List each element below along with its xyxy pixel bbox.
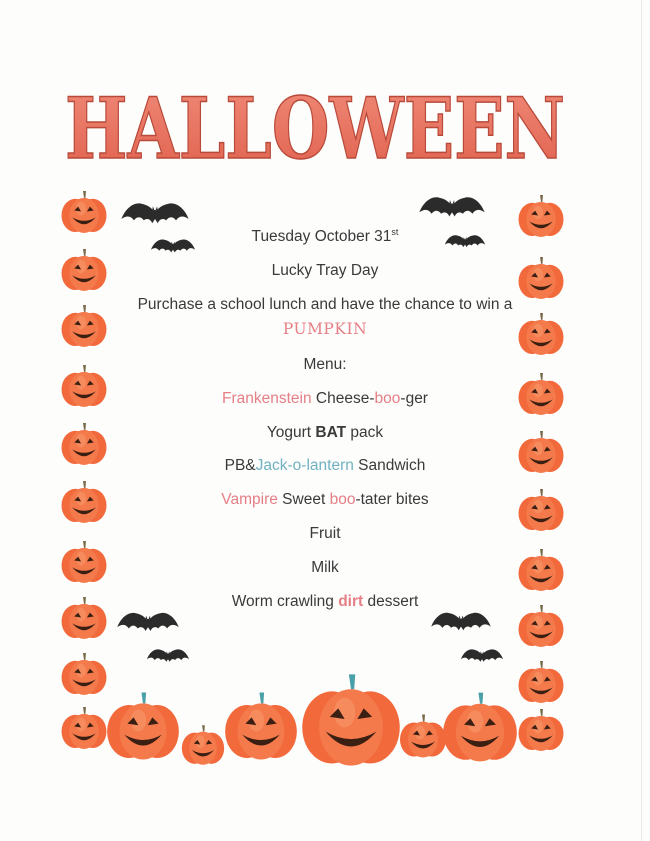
bat-icon xyxy=(146,646,190,668)
date-suffix: st xyxy=(391,226,399,237)
prize-text: PUMPKIN xyxy=(282,320,368,338)
bat-icon xyxy=(150,236,196,259)
jack-o-lantern-icon xyxy=(180,724,226,766)
title-text: HALLOWEEN xyxy=(65,79,565,178)
bat-icon xyxy=(116,608,180,640)
item-part: Jack-o-lantern xyxy=(255,457,354,474)
subtitle: Lucky Tray Day xyxy=(271,262,379,279)
date-text: Tuesday October 31 xyxy=(251,228,392,245)
jack-o-lantern-icon xyxy=(516,194,566,238)
menu-item xyxy=(95,390,555,408)
jack-o-lantern-icon xyxy=(222,690,300,762)
jack-o-lantern-icon xyxy=(58,422,110,466)
jack-o-lantern-icon xyxy=(440,690,520,764)
jack-o-lantern-icon xyxy=(58,248,110,292)
jack-o-lantern-icon xyxy=(516,256,566,300)
item-part: Fruit xyxy=(309,525,341,542)
item-part: BAT xyxy=(315,424,347,441)
jack-o-lantern-icon xyxy=(516,548,566,592)
menu-item xyxy=(95,525,555,543)
menu-item xyxy=(95,559,555,577)
jack-o-lantern-icon xyxy=(516,372,566,416)
jack-o-lantern-icon xyxy=(58,596,110,640)
jack-o-lantern-icon xyxy=(516,430,566,474)
bat-icon xyxy=(460,646,504,668)
jack-o-lantern-icon xyxy=(516,488,566,532)
menu-item xyxy=(95,491,555,509)
item-part: -tater bites xyxy=(355,491,429,508)
jack-o-lantern-icon xyxy=(58,480,110,524)
item-part: boo xyxy=(374,390,401,407)
jack-o-lantern-icon xyxy=(58,364,110,408)
jack-o-lantern-icon xyxy=(58,190,110,234)
jack-o-lantern-icon xyxy=(58,652,110,696)
jack-o-lantern-icon xyxy=(58,706,110,750)
item-part: Milk xyxy=(311,559,339,576)
item-part: PB& xyxy=(224,457,256,474)
jack-o-lantern-icon xyxy=(516,312,566,356)
item-part: Yogurt xyxy=(266,424,316,441)
item-part: Vampire xyxy=(221,491,278,508)
bat-icon xyxy=(444,232,486,253)
bat-icon xyxy=(430,608,492,639)
menu-item xyxy=(95,424,555,442)
jack-o-lantern-icon xyxy=(58,540,110,584)
menu-item xyxy=(95,457,555,475)
item-part: Worm crawling xyxy=(231,593,339,610)
menu-heading: Menu: xyxy=(303,356,347,373)
item-part: Frankenstein xyxy=(222,390,312,407)
item-part: -ger xyxy=(400,390,428,407)
bat-icon xyxy=(418,192,486,226)
jack-o-lantern-icon xyxy=(516,708,566,752)
item-part: Sandwich xyxy=(353,457,426,474)
item-part: boo xyxy=(329,491,356,508)
item-part: dirt xyxy=(338,593,364,610)
item-part: Sweet xyxy=(277,491,330,508)
item-part: pack xyxy=(346,424,384,441)
promo-line: Purchase a school lunch and have the chance to win a xyxy=(137,296,513,313)
item-part: dessert xyxy=(363,593,419,610)
bat-icon xyxy=(120,198,190,233)
item-part: Cheese- xyxy=(311,390,375,407)
jack-o-lantern-icon xyxy=(516,604,566,648)
jack-o-lantern-icon xyxy=(58,304,110,348)
jack-o-lantern-icon xyxy=(516,660,566,704)
jack-o-lantern-icon xyxy=(104,690,182,762)
scan-edge xyxy=(641,0,642,841)
jack-o-lantern-icon xyxy=(298,672,404,768)
